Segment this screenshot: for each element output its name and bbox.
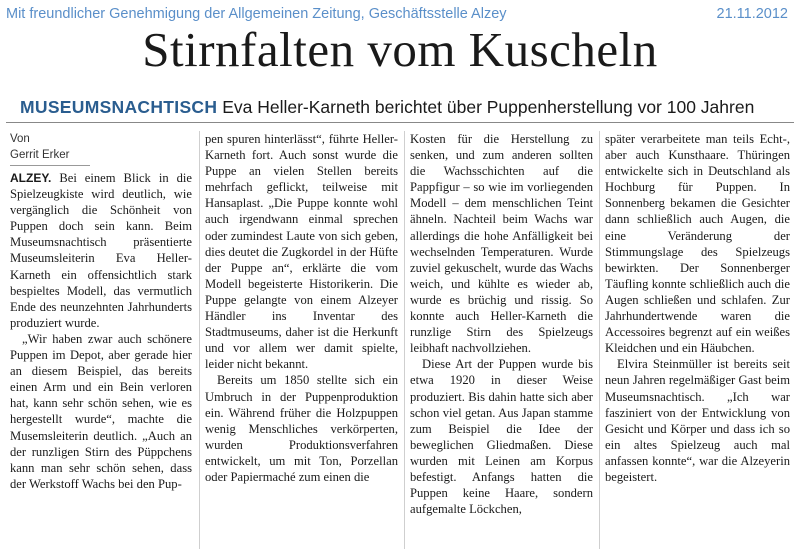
byline: [10, 131, 192, 166]
paragraph: Diese Art der Puppen wurde bis etwa 1920 in dieser Weise produziert. Bis dahin hatte sich aber schon viel getan. Aus Japan stamme zum Beispiel die Idee der beweglichen Gliedmaßen. Diese wurden mit Leinen am Korpus befestigt. Anfangs hatten die Puppen keine Haare, sondern aufgemalte Löckchen,: [410, 357, 593, 517]
kicker: MUSEUMSNACHTISCH: [20, 97, 218, 117]
permission-note: Mit freundlicher Genehmigung der Allgemeinen Zeitung, Geschäftsstelle Alzey: [6, 6, 507, 22]
column-divider: [404, 131, 405, 549]
headline: Stirnfalten vom Kuscheln: [142, 22, 658, 77]
article-column-4: [605, 131, 790, 551]
publication-date: 21.11.2012: [716, 6, 788, 22]
paragraph: später verarbeitete man teils Echt-, aber auch Kunsthaare. Thüringen entwickelte sich in Deutschland als Hochburg für Puppen. In Sonnenberg bekamen die Gesichter dann schließlich auch Augen, die eine Veränderung der Stimmungslage des Spielzeugs bewirkten. Der Sonnenberger Täufling konnte schließlich auch die Augen schließen und schlafen. Zur Jahrhundertwende waren die Accessoires begrenzt auf ein weißes Kleidchen und ein Häubchen.: [605, 132, 790, 356]
paragraph: Kosten für die Herstellung zu senken, und zum anderen sollten die Wachsschichten auf die Pappfigur – so wie im vorliegenden Modell – dem menschlichen Teint ähneln. Nachteil beim Wachs war allerdings die hohe Anfälligkeit bei wechselnden Temperaturen. Wurde zuviel gekuschelt, wurde das Wachs weich, und kühlte es wieder ab, wurde es brüchig und rissig. So konnte auch Heller-Karneth die runzlige Stirn des Spielzeugs leibhaft nachvollziehen.: [410, 132, 593, 356]
subheading: [20, 96, 754, 118]
column-divider: [199, 131, 200, 549]
byline-von: Von: [10, 133, 30, 145]
column-divider: [599, 131, 600, 549]
paragraph: Elvira Steinmüller ist bereits seit neun Jahren regelmäßiger Gast beim Museumsnachtisch. „Ich war fasziniert von der Entwicklung von Gesicht und Körper und dass ich so ein altes Spielzeug auch mal anfassen konnte“, war die Alzeyerin begeistert.: [605, 357, 790, 484]
paragraph: Bereits um 1850 stellte sich ein Umbruch in der Puppenproduktion ein. Während früher die Holzpuppen wenig Menschliches verkörperten, wurden Produktionsverfahren entwickelt, um mit Ton, Porzellan oder Papiermaché zum einen die: [205, 373, 398, 484]
article-column-2: [205, 131, 398, 551]
paragraph: pen spuren hinterlässt“, führte Heller-Karneth fort. Auch sonst wurde die Puppe an vielen Stellen bereits mehrfach geflickt, teilweise mit Hansaplast. „Die Puppe konnte wohl auch irgendwann einmal sprechen oder zumindest Laute von sich geben, dies deutet die Zugkordel in der Hüfte der Puppe an“, erklärte die vom Modell begeisterte Historikerin. Die Puppe gelangte von einem Alzeyer Händler ins Inventar des Stadtmuseums, daher ist die Herkunft und vor allem wer damit spielte, leider nicht bekannt.: [205, 132, 398, 372]
paragraph: [10, 170, 192, 331]
subtitle: Eva Heller-Karneth berichtet über Puppenherstellung vor 100 Jahren: [222, 97, 755, 117]
paragraph: „Wir haben zwar auch schönere Puppen im Depot, aber gerade hier an diesem Beispiel, das bereits einen Arm und ein Bein verloren hat, kann sehr schön sehen, wie es hergestellt wurde“, machte die Musemsleiterin deutlich. „Auch an der runzligen Stirn des Püppchens kann man sehr schön sehen, dass der Werkstoff Wachs bei den Pup-: [10, 331, 192, 491]
byline-author: Gerrit Erker: [10, 149, 70, 161]
byline-divider: [10, 165, 90, 166]
paragraph-text: Bei einem Blick in die Spielzeugkiste wird deutlich, wie vergänglich die Schönheit von Puppen doch sein kann. Beim Museumsnachtisch präsentierte Museumsleiterin Eva Heller-Karneth ein offensichtlich stark bespieltes Modell, das vermutlich Ende des neunzehnten Jahrhunderts produziert wurde.: [10, 171, 192, 330]
dateline: ALZEY.: [10, 171, 52, 185]
article-column-3: [410, 131, 593, 551]
article-column-1: [10, 131, 192, 551]
headline-divider: [6, 122, 794, 123]
